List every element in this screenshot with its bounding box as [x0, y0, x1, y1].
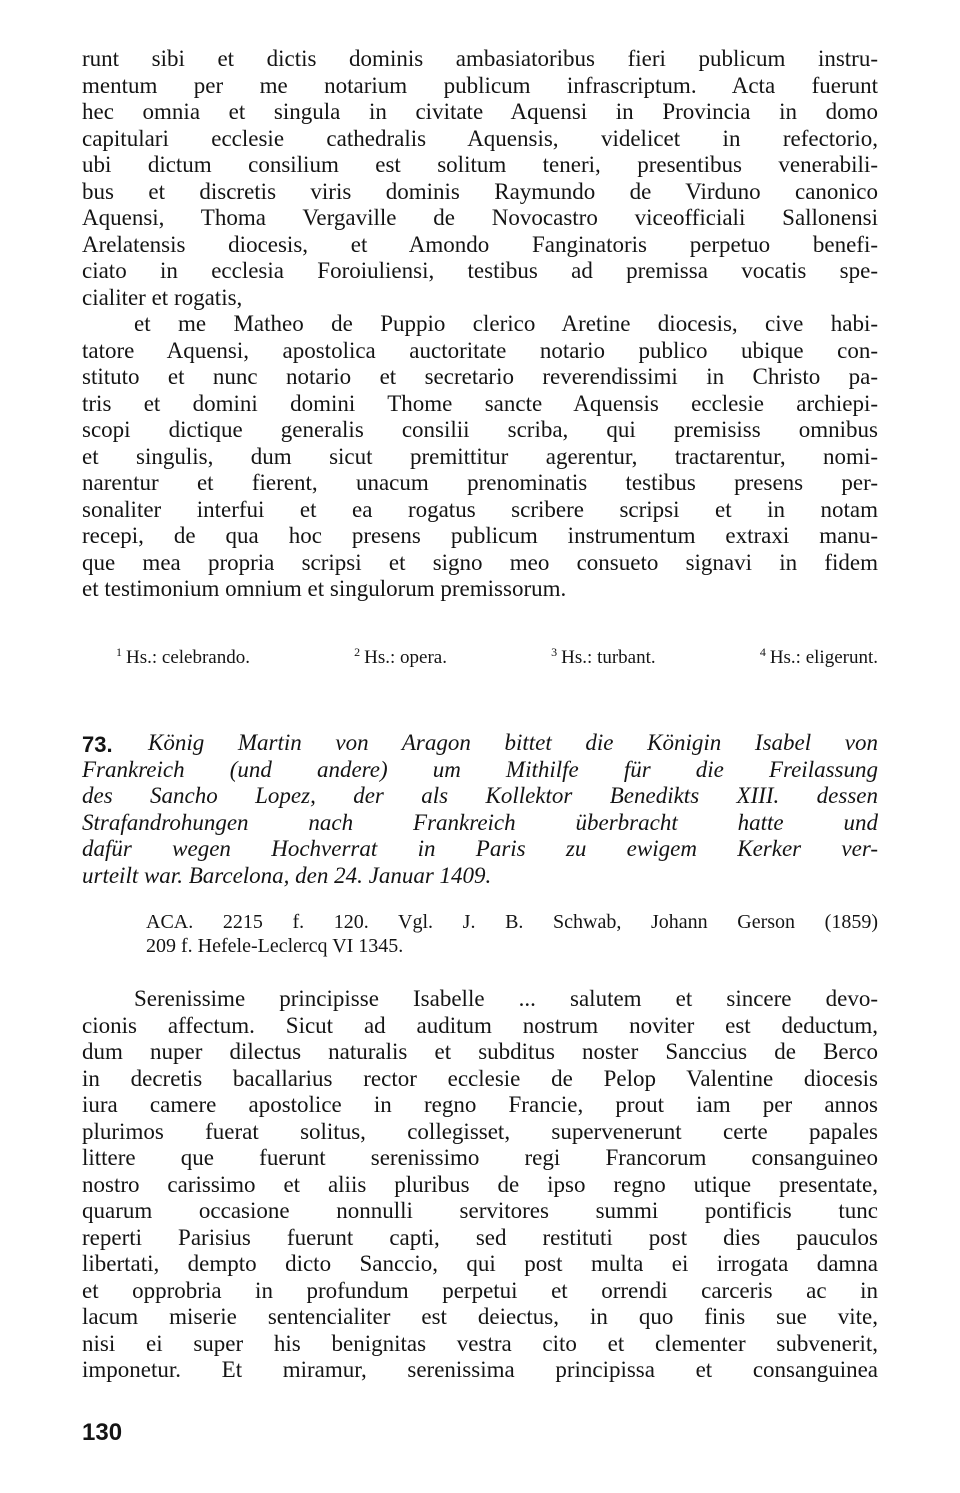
- footnote-mark: 1: [116, 645, 122, 659]
- text-line: lacum miserie sentencialiter est deiectus, in quo finis sue vite,: [82, 1304, 878, 1329]
- text-line: cialiter et rogatis,: [82, 284, 243, 310]
- text-line: et singulis, dum sicut premittitur agerentur, tractarentur, nomi-: [82, 443, 878, 469]
- text-line: nostro carissimo et aliis pluribus de ipso regno utique presentate,: [82, 1171, 878, 1197]
- text-line: quarum occasione nonnulli servitores summi pontificis tunc: [82, 1198, 878, 1223]
- heading-line: Frankreich (und andere) um Mithilfe für die Freilassung: [82, 756, 878, 782]
- text-line: stituto et nunc notario et secretario reverendissimi in Christo pa-: [82, 364, 878, 389]
- footnote-mark: 3: [551, 645, 558, 659]
- text-line: Serenissime principisse Isabelle ... salutem et sincere devo-: [134, 986, 878, 1011]
- footnotes: [116, 640, 878, 670]
- text-line: nisi ei super his benignitas vestra cito et clementer subvenerit,: [82, 1330, 878, 1356]
- text-line: littere que fuerunt serenissimo regi Francorum consanguineo: [82, 1145, 878, 1170]
- text-line: sonaliter interfui et ea rogatus scribere scripsi et in notam: [82, 496, 878, 522]
- text-line: capitulari ecclesie cathedralis Aquensis, videlicet in refectorio,: [82, 125, 878, 151]
- heading-line: urteilt war. Barcelona, den 24. Januar 1409.: [82, 862, 492, 888]
- text-line: reperti Parisius fuerunt capti, sed restituti post dies pauculos: [82, 1224, 878, 1250]
- footnote-text: Hs.: opera.: [364, 647, 447, 668]
- text-line: plurimos fuerat solitus, collegisset, supervenerunt certe papales: [82, 1118, 878, 1144]
- reference-line: 209 f. Hefele-Leclercq VI 1345.: [146, 935, 404, 957]
- text-line: recepi, de qua hoc presens publicum instrumentum extraxi manu-: [82, 523, 878, 548]
- text-line: runt sibi et dictis dominis ambasiatoribus fieri publicum instru-: [82, 46, 878, 71]
- text-line: narentur et fierent, unacum prenominatis testibus presens per-: [82, 470, 878, 495]
- text-line: tatore Aquensi, apostolica auctoritate notario publico ubique con-: [82, 337, 878, 363]
- text-line: dum nuper dilectus naturalis et subditus noster Sanccius de Berco: [82, 1039, 878, 1064]
- page-number: 130: [82, 1419, 123, 1446]
- top-paragraph: [82, 46, 878, 311]
- text-line: tris et domini domini Thome sancte Aquensis ecclesie archiepi-: [82, 390, 878, 416]
- text-line: libertati, dempto dicto Sanccio, qui post multa ei irrogata damna: [82, 1251, 878, 1276]
- text-line: Arelatensis diocesis, et Amondo Fanginatoris perpetuo benefi-: [82, 231, 878, 257]
- document-number: 73.: [82, 732, 113, 757]
- text-line: iura camere apostolice in regno Francie, prout iam per annos: [82, 1092, 878, 1117]
- text-line: et opprobria in profundum perpetui et orrendi carceris ac in: [82, 1277, 878, 1303]
- letter-paragraph: [82, 986, 878, 1384]
- text-line: bus et discretis viris dominis Raymundo de Virduno canonico: [82, 178, 878, 204]
- text-line: in decretis bacallarius rector ecclesie de Pelop Valentine diocesis: [82, 1065, 878, 1091]
- heading-line: dafür wegen Hochverrat in Paris zu ewigem Kerker ver-: [82, 836, 878, 861]
- archival-reference: [146, 910, 878, 958]
- text-line: hec omnia et singula in civitate Aquensi in Provincia in domo: [82, 99, 878, 124]
- footnote: [551, 640, 655, 670]
- reference-line: ACA. 2215 f. 120. Vgl. J. B. Schwab, Johann Gerson (1859): [146, 911, 878, 933]
- footnote-text: Hs.: eligerunt.: [769, 647, 878, 668]
- footnote: [354, 640, 447, 670]
- footnote-mark: 4: [759, 645, 766, 659]
- heading-line: König Martin von Aragon bittet die Königin Isabel von: [148, 730, 878, 755]
- text-line: et me Matheo de Puppio clerico Aretine diocesis, cive habi-: [134, 311, 878, 336]
- footnote-mark: 2: [354, 645, 361, 659]
- text-line: et testimonium omnium et singulorum premissorum.: [82, 576, 567, 601]
- footnote-text: Hs.: turbant.: [561, 647, 656, 668]
- text-line: que mea propria scripsi et signo meo consueto signavi in fidem: [82, 549, 878, 575]
- footnote: [760, 640, 878, 670]
- text-line: ubi dictum consilium est solitum teneri, presentibus venerabili-: [82, 152, 878, 177]
- footnote: [116, 640, 250, 670]
- text-line: Aquensi, Thoma Vergaville de Novocastro viceofficiali Sallonensi: [82, 205, 878, 230]
- text-line: cionis affectum. Sicut ad auditum nostrum noviter est deductum,: [82, 1012, 878, 1038]
- document-heading: [82, 730, 878, 889]
- text-line: mentum per me notarium publicum infrascriptum. Acta fuerunt: [82, 72, 878, 98]
- text-line: scopi dictique generalis consilii scriba, qui premisiss omnibus: [82, 417, 878, 442]
- footnote-text: Hs.: celebrando.: [126, 647, 250, 668]
- notary-paragraph: [82, 311, 878, 603]
- heading-line: des Sancho Lopez, der als Kollektor Benedikts XIII. dessen: [82, 783, 878, 808]
- heading-line: Strafandrohungen nach Frankreich überbracht hatte und: [82, 809, 878, 835]
- text-line: ciato in ecclesia Foroiuliensi, testibus ad premissa vocatis spe-: [82, 258, 878, 283]
- text-line: imponetur. Et miramur, serenissima principissa et consanguinea: [82, 1357, 878, 1382]
